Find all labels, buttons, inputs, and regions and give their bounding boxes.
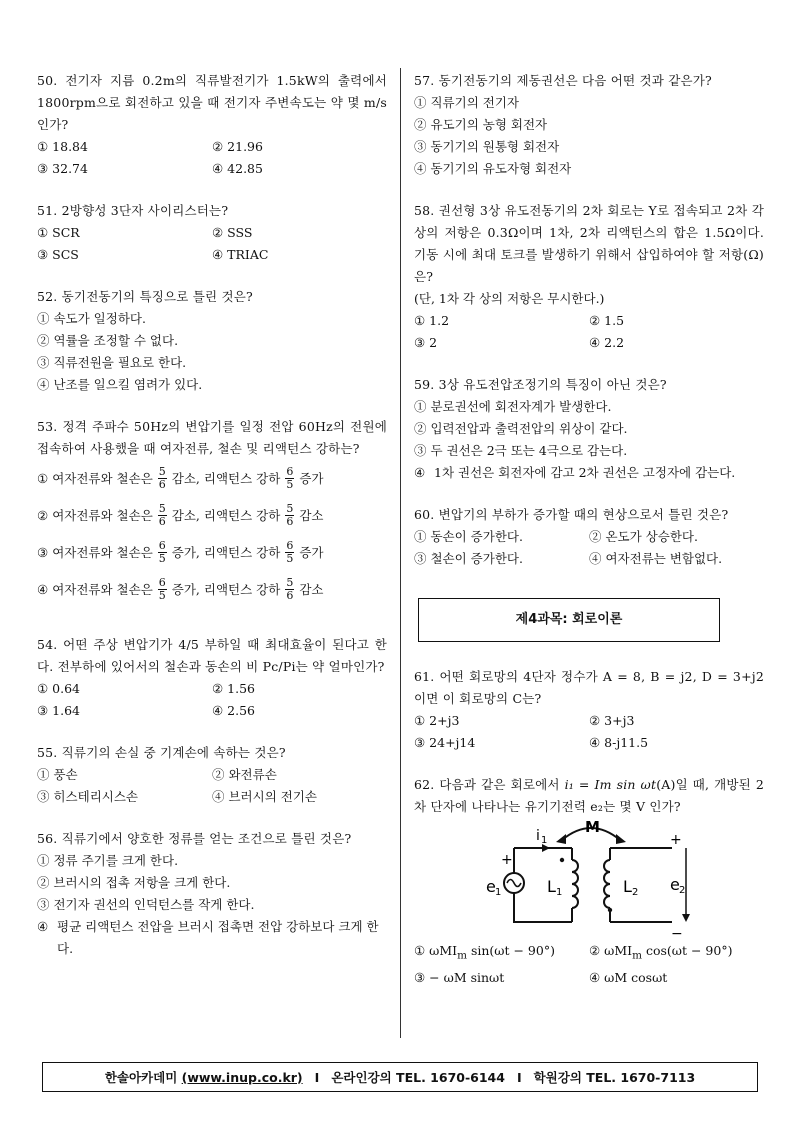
option-1: ① ωMI$_m$ sin(ωt − 90°): [414, 943, 555, 962]
option-1: ① 정류 주기를 크게 한다.: [37, 853, 179, 868]
label-e1: e: [486, 877, 496, 896]
option-1: ① 직류기의 전기자: [414, 95, 519, 110]
question-stem: 61. 어떤 회로망의 4단자 정수가 A = 8, B = j2, D = 3+j2 이면 이 회로망의 C는?: [414, 669, 764, 706]
option-3: ③ 동기기의 원통형 회전자: [414, 139, 560, 154]
formula: i₁ = Im sin ωt: [564, 777, 657, 792]
option-text: 여자전류와 철손은: [52, 581, 153, 597]
label-L2: L: [623, 877, 632, 896]
question-58: [414, 200, 764, 354]
option-1: ① 속도가 일정하다.: [37, 311, 146, 326]
options: [414, 710, 764, 754]
arrowhead-icon: [616, 834, 626, 844]
option-3: ③ 2: [414, 335, 438, 350]
option-4: ④ 1차 권선은 회전자에 감고 2차 권선은 고정자에 감는다.: [414, 465, 736, 480]
option-text: 여자전류와 철손은: [52, 470, 153, 486]
option-2: ② 1.5: [589, 313, 625, 328]
option-1: ① 1.2: [414, 313, 450, 328]
option-2: ② 역률을 조정할 수 없다.: [37, 333, 179, 348]
question-54: [37, 634, 387, 722]
dot-marker: [608, 908, 612, 912]
option-2: ② 온도가 상승한다.: [589, 529, 698, 544]
option-2: ② ωMI$_m$ cos(ωt − 90°): [589, 943, 733, 962]
option-text: 증가: [299, 544, 324, 560]
footer-bar: [42, 1062, 758, 1092]
option-text: 여자전류와 철손은: [52, 544, 153, 560]
option-3: ③ 직류전원을 필요로 한다.: [37, 355, 187, 370]
separator: I: [314, 1069, 320, 1085]
question-59: [414, 374, 764, 484]
option-4: ④ 난조를 일으킬 염려가 있다.: [37, 377, 203, 392]
option-2: ② 1.56: [212, 681, 256, 696]
fraction: $\frac{5}{6}$: [158, 465, 166, 491]
question-stem: 62. 다음과 같은 회로에서 i₁ = Im sin ωt(A)일 때, 개방된 2차 단자에 나타나는 유기기전력 e₂는 몇 V 인가?: [414, 777, 764, 814]
offline-phone: 학원강의 TEL. 1670-7113: [533, 1070, 696, 1085]
option-marker: ④: [37, 581, 49, 597]
label-i1: i: [536, 828, 540, 844]
fraction: $\frac{6}{5}$: [158, 576, 166, 602]
option-2: ② SSS: [212, 225, 253, 240]
options: [37, 678, 387, 722]
fraction: $\frac{5}{6}$: [286, 576, 294, 602]
question-52: [37, 286, 387, 396]
question-stem: 52. 동기전동기의 특징으로 틀린 것은?: [37, 289, 253, 304]
option-text: 감소: [299, 581, 324, 597]
option-4: ④ ωM cosωt: [589, 969, 668, 985]
option-4: ④ 평균 리액턴스 전압을 브러시 접촉면 전압 강하보다 크게 한다.: [37, 919, 379, 956]
option-3: ③ 1.64: [37, 703, 81, 718]
option-1: ① 18.84: [37, 139, 88, 154]
option-4: ④ 여자전류는 변함없다.: [589, 551, 723, 566]
option-2: ② 브러시의 접촉 저항을 크게 한다.: [37, 875, 231, 890]
option-2: ② 유도기의 농형 회전자: [414, 117, 548, 132]
question-50: [37, 70, 387, 180]
option-2: ② 3+j3: [589, 713, 635, 728]
options: [37, 764, 387, 808]
fraction: $\frac{6}{5}$: [286, 465, 294, 491]
section-title-box: [418, 598, 720, 642]
option-3: ③ SCS: [37, 247, 79, 262]
option-3: [37, 534, 387, 571]
option-3: ③ 전기자 권선의 인덕턴스를 작게 한다.: [37, 897, 255, 912]
question-stem: 57. 동기전동기의 제동권선은 다음 어떤 것과 같은가?: [414, 73, 712, 88]
label-plus-primary: +: [501, 852, 513, 868]
option-text: 감소: [299, 507, 324, 523]
fraction: $\frac{6}{5}$: [158, 539, 166, 565]
label-e2: e: [670, 875, 680, 894]
option-4: ④ TRIAC: [212, 247, 269, 262]
left-column: [37, 70, 387, 980]
option-4: [37, 571, 387, 608]
options: [37, 222, 387, 266]
option-4: ④ 8-j11.5: [589, 735, 649, 750]
mutual-inductance-circuit-diagram: [414, 818, 764, 940]
question-60: [414, 504, 764, 570]
academy-name: 한솔아카데미: [104, 1070, 178, 1085]
option-3: ③ 히스테리시스손: [37, 789, 138, 804]
fraction: $\frac{5}{6}$: [158, 502, 166, 528]
question-stem: 59. 3상 유도전압조정기의 특징이 아닌 것은?: [414, 377, 667, 392]
option-3: ③ 24+j14: [414, 735, 476, 750]
dot-marker: [560, 858, 564, 862]
section-title: 제4과목: 회로이론: [515, 612, 623, 627]
right-column: [414, 70, 764, 989]
question-stem: 54. 어떤 주상 변압기가 4/5 부하일 때 최대효율이 된다고 한다. 전부하에 있어서의 철손과 동손의 비 Pc/Pi는 약 얼마인가?: [37, 637, 387, 674]
primary-coil: [572, 860, 578, 908]
question-51: [37, 200, 387, 266]
label-M: M: [585, 818, 600, 836]
option-2: [37, 497, 387, 534]
option-marker: ③: [37, 544, 49, 560]
option-2: ② 입력전압과 출력전압의 위상이 같다.: [414, 421, 628, 436]
question-55: [37, 742, 387, 808]
label-minus-secondary: −: [671, 926, 683, 940]
option-4: ④ 동기기의 유도자형 회전자: [414, 161, 572, 176]
fraction: $\frac{6}{5}$: [286, 539, 294, 565]
option-1: ① 0.64: [37, 681, 81, 696]
label-i1-sub: 1: [541, 835, 548, 846]
question-61: [414, 666, 764, 754]
option-2: ② 와전류손: [212, 767, 277, 782]
question-56: [37, 828, 387, 960]
option-text: 감소, 리액턴스 강하: [171, 470, 281, 486]
question-note: (단, 1차 각 상의 저항은 무시한다.): [414, 291, 605, 306]
option-2: ② 21.96: [212, 139, 263, 154]
options: [37, 136, 387, 180]
options: [414, 526, 764, 570]
question-stem: 51. 2방향성 3단자 사이리스터는?: [37, 203, 229, 218]
option-marker: ①: [37, 470, 49, 486]
question-stem: 58. 권선형 3상 유도전동기의 2차 회로는 Y로 접속되고 2차 각 상의 저항은 0.3Ω이며 1차, 2차 리액턴스의 합은 1.5Ω이다. 기동 시에 최대 토크를 발생하기 위해서 삽입하여야 할 저항(Ω)은?: [414, 203, 764, 284]
question-stem: 53. 정격 주파수 50Hz의 변압기를 일정 전압 60Hz의 전원에 접속하여 사용했을 때 여자전류, 철손 및 리액턴스 강하는?: [37, 419, 387, 456]
option-1: ① 동손이 증가한다.: [414, 529, 523, 544]
secondary-coil: [604, 860, 610, 908]
label-L1-sub: 1: [556, 887, 563, 898]
column-divider: [400, 68, 401, 1038]
question-stem: 55. 직류기의 손실 중 기계손에 속하는 것은?: [37, 745, 286, 760]
question-57: [414, 70, 764, 180]
option-1: ① SCR: [37, 225, 80, 240]
online-phone: 온라인강의 TEL. 1670-6144: [331, 1070, 505, 1085]
option-3: ③ 두 권선은 2극 또는 4극으로 감는다.: [414, 443, 628, 458]
question-62: [414, 774, 764, 989]
options: [414, 940, 764, 989]
question-stem: 60. 변압기의 부하가 증가할 때의 현상으로서 틀린 것은?: [414, 507, 729, 522]
label-L1: L: [547, 877, 556, 896]
option-3: ③ 32.74: [37, 161, 88, 176]
option-text: 여자전류와 철손은: [52, 507, 153, 523]
option-marker: ②: [37, 507, 49, 523]
option-4: ④ 브러시의 전기손: [212, 789, 317, 804]
option-1: ① 분로권선에 회전자계가 발생한다.: [414, 399, 612, 414]
option-1: [37, 460, 387, 497]
fraction: $\frac{5}{6}$: [286, 502, 294, 528]
option-text: 증가, 리액턴스 강하: [171, 581, 281, 597]
separator: I: [516, 1069, 522, 1085]
option-1: ① 풍손: [37, 767, 78, 782]
option-3: ③ − ωM sinωt: [414, 969, 505, 985]
arrowhead-icon: [556, 834, 566, 844]
website-link[interactable]: (www.inup.co.kr): [181, 1069, 303, 1085]
options: [414, 310, 764, 354]
label-L2-sub: 2: [632, 887, 639, 898]
option-text: 증가, 리액턴스 강하: [171, 544, 281, 560]
label-e1-sub: 1: [495, 887, 502, 898]
option-1: ① 2+j3: [414, 713, 460, 728]
question-53: [37, 416, 387, 608]
question-stem: 50. 전기자 지름 0.2m의 직류발전기가 1.5kW의 출력에서 1800rpm으로 회전하고 있을 때 전기자 주변속도는 약 몇 m/s 인가?: [37, 73, 387, 132]
question-stem: 56. 직류기에서 양호한 정류를 얻는 조건으로 틀린 것은?: [37, 831, 352, 846]
option-4: ④ 2.2: [589, 335, 625, 350]
option-text: 증가: [299, 470, 324, 486]
option-4: ④ 42.85: [212, 161, 263, 176]
option-4: ④ 2.56: [212, 703, 256, 718]
option-text: 감소, 리액턴스 강하: [171, 507, 281, 523]
label-plus-secondary: +: [670, 832, 682, 848]
arrowhead-icon: [682, 914, 690, 922]
label-e2-sub: 2: [679, 885, 686, 896]
option-3: ③ 철손이 증가한다.: [414, 551, 523, 566]
